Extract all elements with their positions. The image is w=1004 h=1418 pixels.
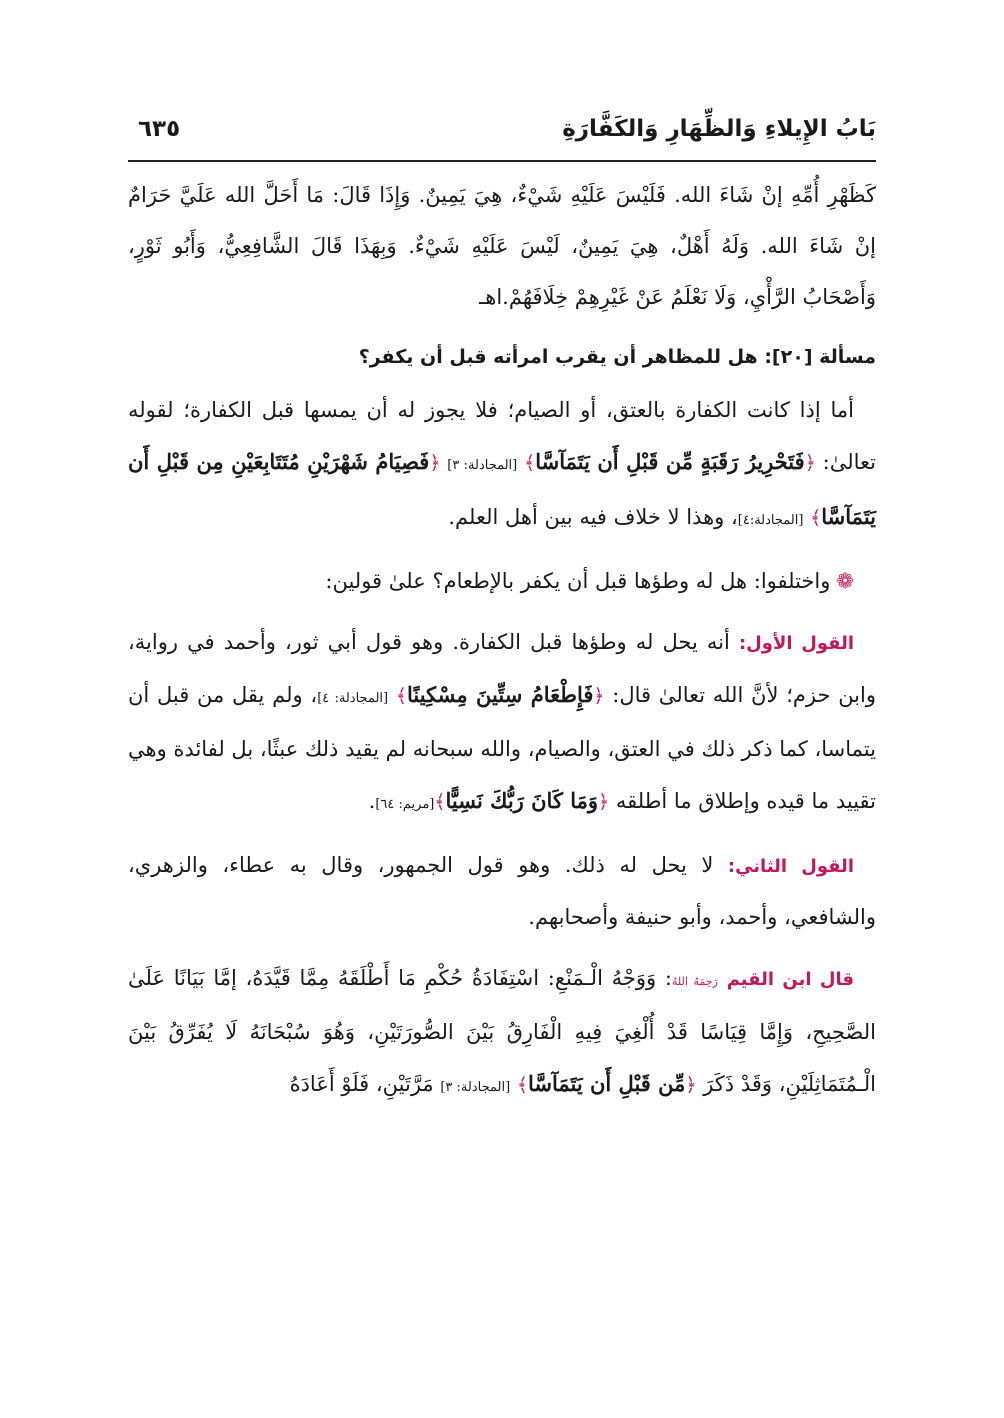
page-header <box>128 108 876 162</box>
bracket-close: ﴾ <box>516 1074 528 1096</box>
flower-ornament-icon: ❁ <box>836 569 854 593</box>
text-run: لا يحل له ذلك. وهو قول الجمهور، وقال به عطاء، والزهري، والشافعي، وأحمد، وأبو حنيفة وأصحابهم. <box>128 853 876 929</box>
scholar-label: قال ابن القيم <box>726 969 855 990</box>
quote-line: ثَوْرٍ، وَأَصْحَابُ الرَّأْيِ، وَلَا نَعْلَمُ عَنْ غَيْرِهِمْ خِلَافَهُمْ.اهـ <box>128 234 876 309</box>
quote-line: كَظَهْرِ أُمِّهِ إنْ شَاءَ الله. فَلَيْسَ عَلَيْهِ شَيْءٌ، هِيَ يَمِينٌ. وَإِذَا قَالَ: مَا أَحَلَّ الله عَلَيَّ <box>179 183 876 207</box>
verse-reference: [المجادلة:٤] <box>737 513 804 528</box>
text-run: أنه يحل له وطؤها قبل الكفارة. وهو قول أبي ثور، وأحمد في رواية، وابن حزم؛ لأنَّ الله تعالىٰ قال: <box>128 630 876 707</box>
quote-continuation <box>128 170 876 323</box>
paragraph-second-opinion <box>128 840 876 943</box>
text-run: مَرَّتَيْنِ، فَلَوْ أَعَادَهُ <box>289 1072 441 1096</box>
quran-verse: مِّن قَبْلِ أَن يَتَمَآسَّا <box>527 1071 686 1096</box>
running-title: بَابُ الإِيلاءِ وَالظِّهَارِ وَالكَفَّارَةِ <box>562 116 876 142</box>
bracket-close: ﴾ <box>395 685 408 707</box>
bracket-close: ﴾ <box>524 452 536 474</box>
quran-verse: فَإِطْعَامُ سِتِّينَ مِسْكِينًا <box>407 682 594 707</box>
honorific: رَحِمَهُ اللهُ <box>672 975 718 988</box>
verse-reference: [المجادلة: ٣] <box>447 458 518 473</box>
quran-verse: فَصِيَامُ شَهْرَيْنِ مُتَتَابِعَيْنِ مِن قَبْلِ أَن يَتَمَآسَّا <box>128 449 876 529</box>
quote-line: حَرَامٌ إنْ شَاءَ الله. وَلَهُ أَهْلٌ، هِيَ يَمِينٌ، لَيْسَ عَلَيْهِ شَيْءٌ. وَبِهَذَا قَالَ الشَّافِعِيُّ، وَأَبُو <box>128 183 876 258</box>
verse-reference: [مريم: ٦٤] <box>375 797 435 812</box>
text-run: . <box>368 789 376 813</box>
bracket-open: ﴿ <box>804 452 816 474</box>
issue-heading: مسألة [٢٠]: هل للمظاهر أن يقرب امرأته قبل أن يكفر؟ <box>358 346 876 368</box>
paragraph-first-opinion <box>128 617 876 830</box>
book-page <box>128 108 876 1348</box>
bracket-open: ﴿ <box>593 685 605 707</box>
bracket-open: ﴿ <box>429 452 441 474</box>
bracket-open: ﴿ <box>598 791 610 813</box>
bracket-close: ﴾ <box>434 791 446 813</box>
paragraph-ibn-qayyim <box>128 953 876 1113</box>
verse-reference: [المجادلة: ٣] <box>440 1080 511 1095</box>
opinion-label: القول الأول: <box>738 633 855 654</box>
verse-reference: [المجادلة: ٤] <box>317 691 389 706</box>
bracket-close: ﴾ <box>810 507 822 529</box>
text-run: ، وهذا لا خلاف فيه بين أهل العلم. <box>448 505 738 529</box>
paragraph-expiation-before <box>128 385 876 546</box>
text-run: : وَوَجْهُ الْـمَنْعِ: اسْتِفَادَةُ حُكْمِ مَا أَطْلَقَهُ مِمَّا قَيَّدَهُ، إمَّا بَيَانًا عَلَىٰ الصَّحِيحِ، وَإِمَّا قِيَاسًا قَدْ أُلْغِيَ فِيهِ الْفَارِقُ بَيْنَ الصُّورَتَيْنِ، وَهُوَ سُبْحَانَهُ لَا يُفَرِّقُ بَيْنَ الْـمُتَمَاثِلَيْنِ، وَقَدْ ذَكَرَ <box>128 966 876 1096</box>
opinion-label: القول الثاني: <box>727 856 854 877</box>
text-run: ، ولم يقل من قبل أن يتماسا، كما ذكر ذلك في العتق، والصيام، والله سبحانه لم يقيد ذلك عبثًا، بل لفائدة وهي تقييد ما قيده وإطلاق ما أطلقه <box>128 683 876 813</box>
page-content <box>128 170 876 1113</box>
quran-verse: وَمَا كَانَ رَبُّكَ نَسِيًّا <box>445 788 599 813</box>
bracket-open: ﴿ <box>685 1074 697 1096</box>
paragraph-disagreement <box>128 556 876 607</box>
text-run: واختلفوا: هل له وطؤها قبل أن يكفر بالإطعام؟ علىٰ قولين: <box>325 569 831 593</box>
page-number: ٦٣٥ <box>138 116 181 142</box>
quran-verse: فَتَحْرِيرُ رَقَبَةٍ مِّن قَبْلِ أَن يَتَمَآسَّا <box>535 449 805 474</box>
text-run: أما إذا كانت الكفارة بالعتق، أو الصيام؛ فلا يجوز له أن يمسها قبل الكفارة؛ لقوله تعالىٰ: <box>128 398 876 474</box>
